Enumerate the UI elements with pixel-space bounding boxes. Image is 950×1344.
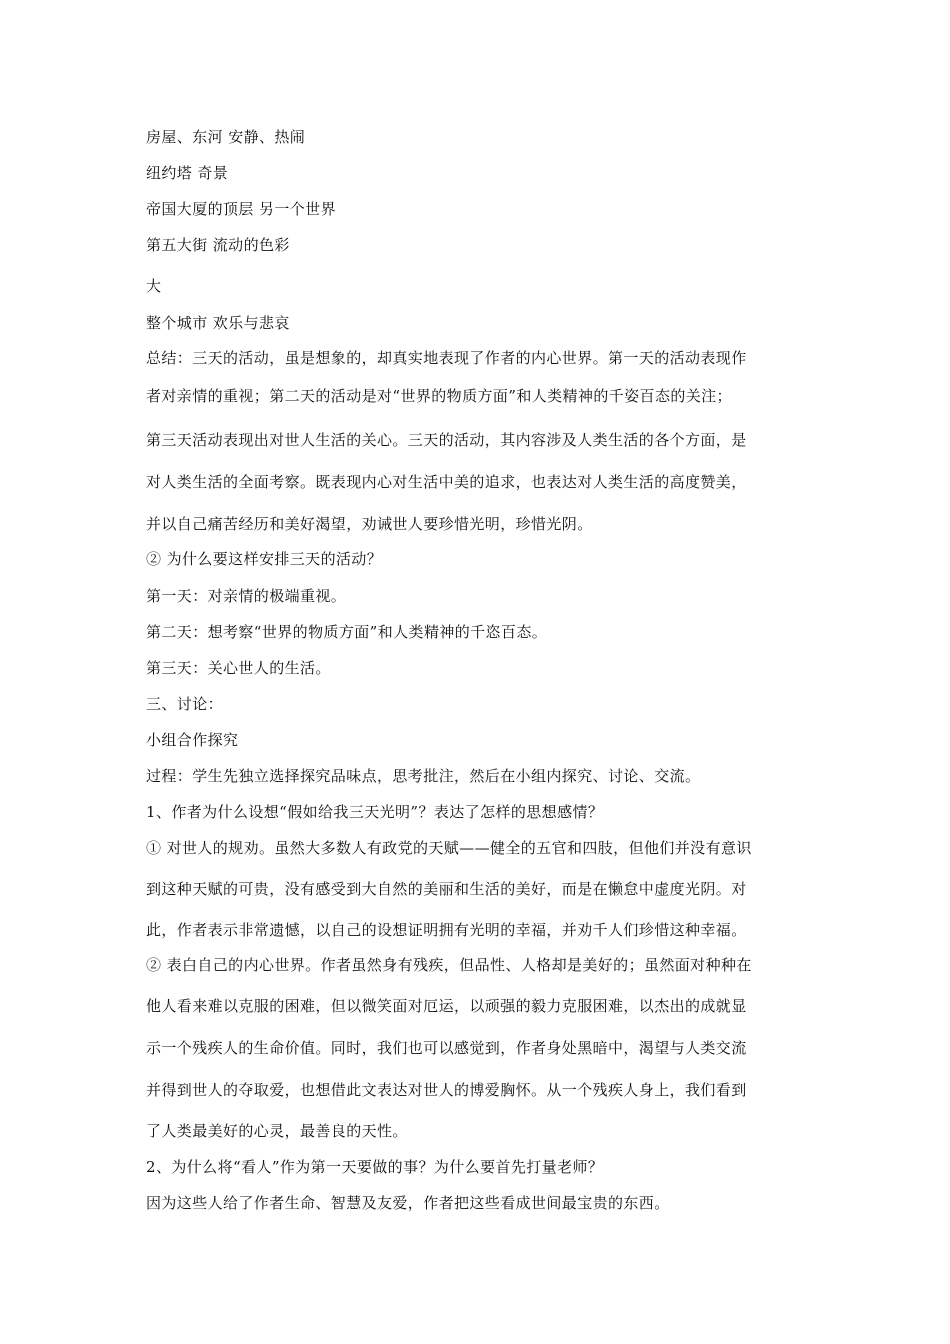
row-left: 整个城市 bbox=[146, 314, 208, 332]
answer-line: ② 表白自己的内心世界。作者虽然身有残疾，但品性、人格却是美好的；虽然面对种种在 bbox=[146, 956, 752, 974]
process-line: 过程：学生先独立选择探究品味点，思考批注，然后在小组内探究、讨论、交流。 bbox=[146, 767, 701, 785]
group-title: 小组合作探究 bbox=[146, 731, 239, 749]
answer-line: 他人看来难以克服的困难，但以微笑面对厄运，以顽强的毅力克服困难，以杰出的成就显 bbox=[146, 997, 747, 1015]
answer-line: 示一个残疾人的生命价值。同时，我们也可以感觉到，作者身处黑暗中，渴望与人类交流 bbox=[146, 1039, 747, 1057]
answer-line: 因为这些人给了作者生命、智慧及友爱，作者把这些看成世间最宝贵的东西。 bbox=[146, 1194, 670, 1212]
row-right: 欢乐与悲哀 bbox=[212, 314, 290, 332]
table-row bbox=[146, 199, 811, 219]
day-line: 第二天：想考察“世界的物质方面”和人类精神的千恣百态。 bbox=[146, 623, 548, 641]
table-row bbox=[146, 313, 811, 333]
row-left: 纽约塔 bbox=[146, 164, 193, 182]
question-1: 1、作者为什么设想“假如给我三天光明”？表达了怎样的思想感情？ bbox=[146, 803, 604, 821]
row-left: 大 bbox=[146, 277, 162, 295]
row-right: 奇景 bbox=[197, 164, 229, 182]
table-row bbox=[146, 163, 811, 183]
summary-line: 者对亲情的重视；第二天的活动是对“世界的物质方面”和人类精神的千姿百态的关注； bbox=[146, 387, 732, 405]
row-right: 安静、热闹 bbox=[228, 128, 306, 146]
question-2: 2、为什么将“看人”作为第一天要做的事？为什么要首先打量老师？ bbox=[146, 1158, 604, 1176]
day-line: 第三天：关心世人的生活。 bbox=[146, 659, 331, 677]
row-left: 房屋、东河 bbox=[146, 128, 224, 146]
row-right: 流动的色彩 bbox=[212, 236, 290, 254]
table-row bbox=[146, 276, 811, 296]
summary-line: 并以自己痛苦经历和美好渴望，劝诫世人要珍惜光明，珍惜光阴。 bbox=[146, 515, 593, 533]
day-line: 第一天：对亲情的极端重视。 bbox=[146, 587, 347, 605]
answer-line: 到这种天赋的可贵，没有感受到大自然的美丽和生活的美好，而是在懒怠中虚度光阴。对 bbox=[146, 880, 747, 898]
summary-line: 对人类生活的全面考察。既表现内心对生活中美的追求，也表达对人类生活的高度赞美， bbox=[146, 473, 747, 491]
row-right: 另一个世界 bbox=[258, 200, 336, 218]
row-left: 第五大街 bbox=[146, 236, 208, 254]
summary-line: 第三天活动表现出对世人生活的关心。三天的活动，其内容涉及人类生活的各个方面，是 bbox=[146, 431, 747, 449]
row-left: 帝国大厦的顶层 bbox=[146, 200, 254, 218]
answer-line: 并得到世人的夺取爱，也想借此文表达对世人的博爱胸怀。从一个残疾人身上，我们看到 bbox=[146, 1081, 747, 1099]
answer-line: 了人类最美好的心灵，最善良的天性。 bbox=[146, 1122, 408, 1140]
question-title: ② 为什么要这样安排三天的活动？ bbox=[146, 550, 383, 568]
answer-line: ① 对世人的规劝。虽然大多数人有政党的天赋——健全的五官和四肢，但他们并没有意识 bbox=[146, 839, 752, 857]
answer-line: 此，作者表示非常遗憾，以自己的设想证明拥有光明的幸福，并劝千人们珍惜这种幸福。 bbox=[146, 921, 747, 939]
section-heading: 三、讨论： bbox=[146, 695, 224, 713]
summary-line: 总结：三天的活动，虽是想象的，却真实地表现了作者的内心世界。第一天的活动表现作 bbox=[146, 349, 747, 367]
table-row bbox=[146, 235, 811, 255]
table-row bbox=[146, 127, 811, 147]
